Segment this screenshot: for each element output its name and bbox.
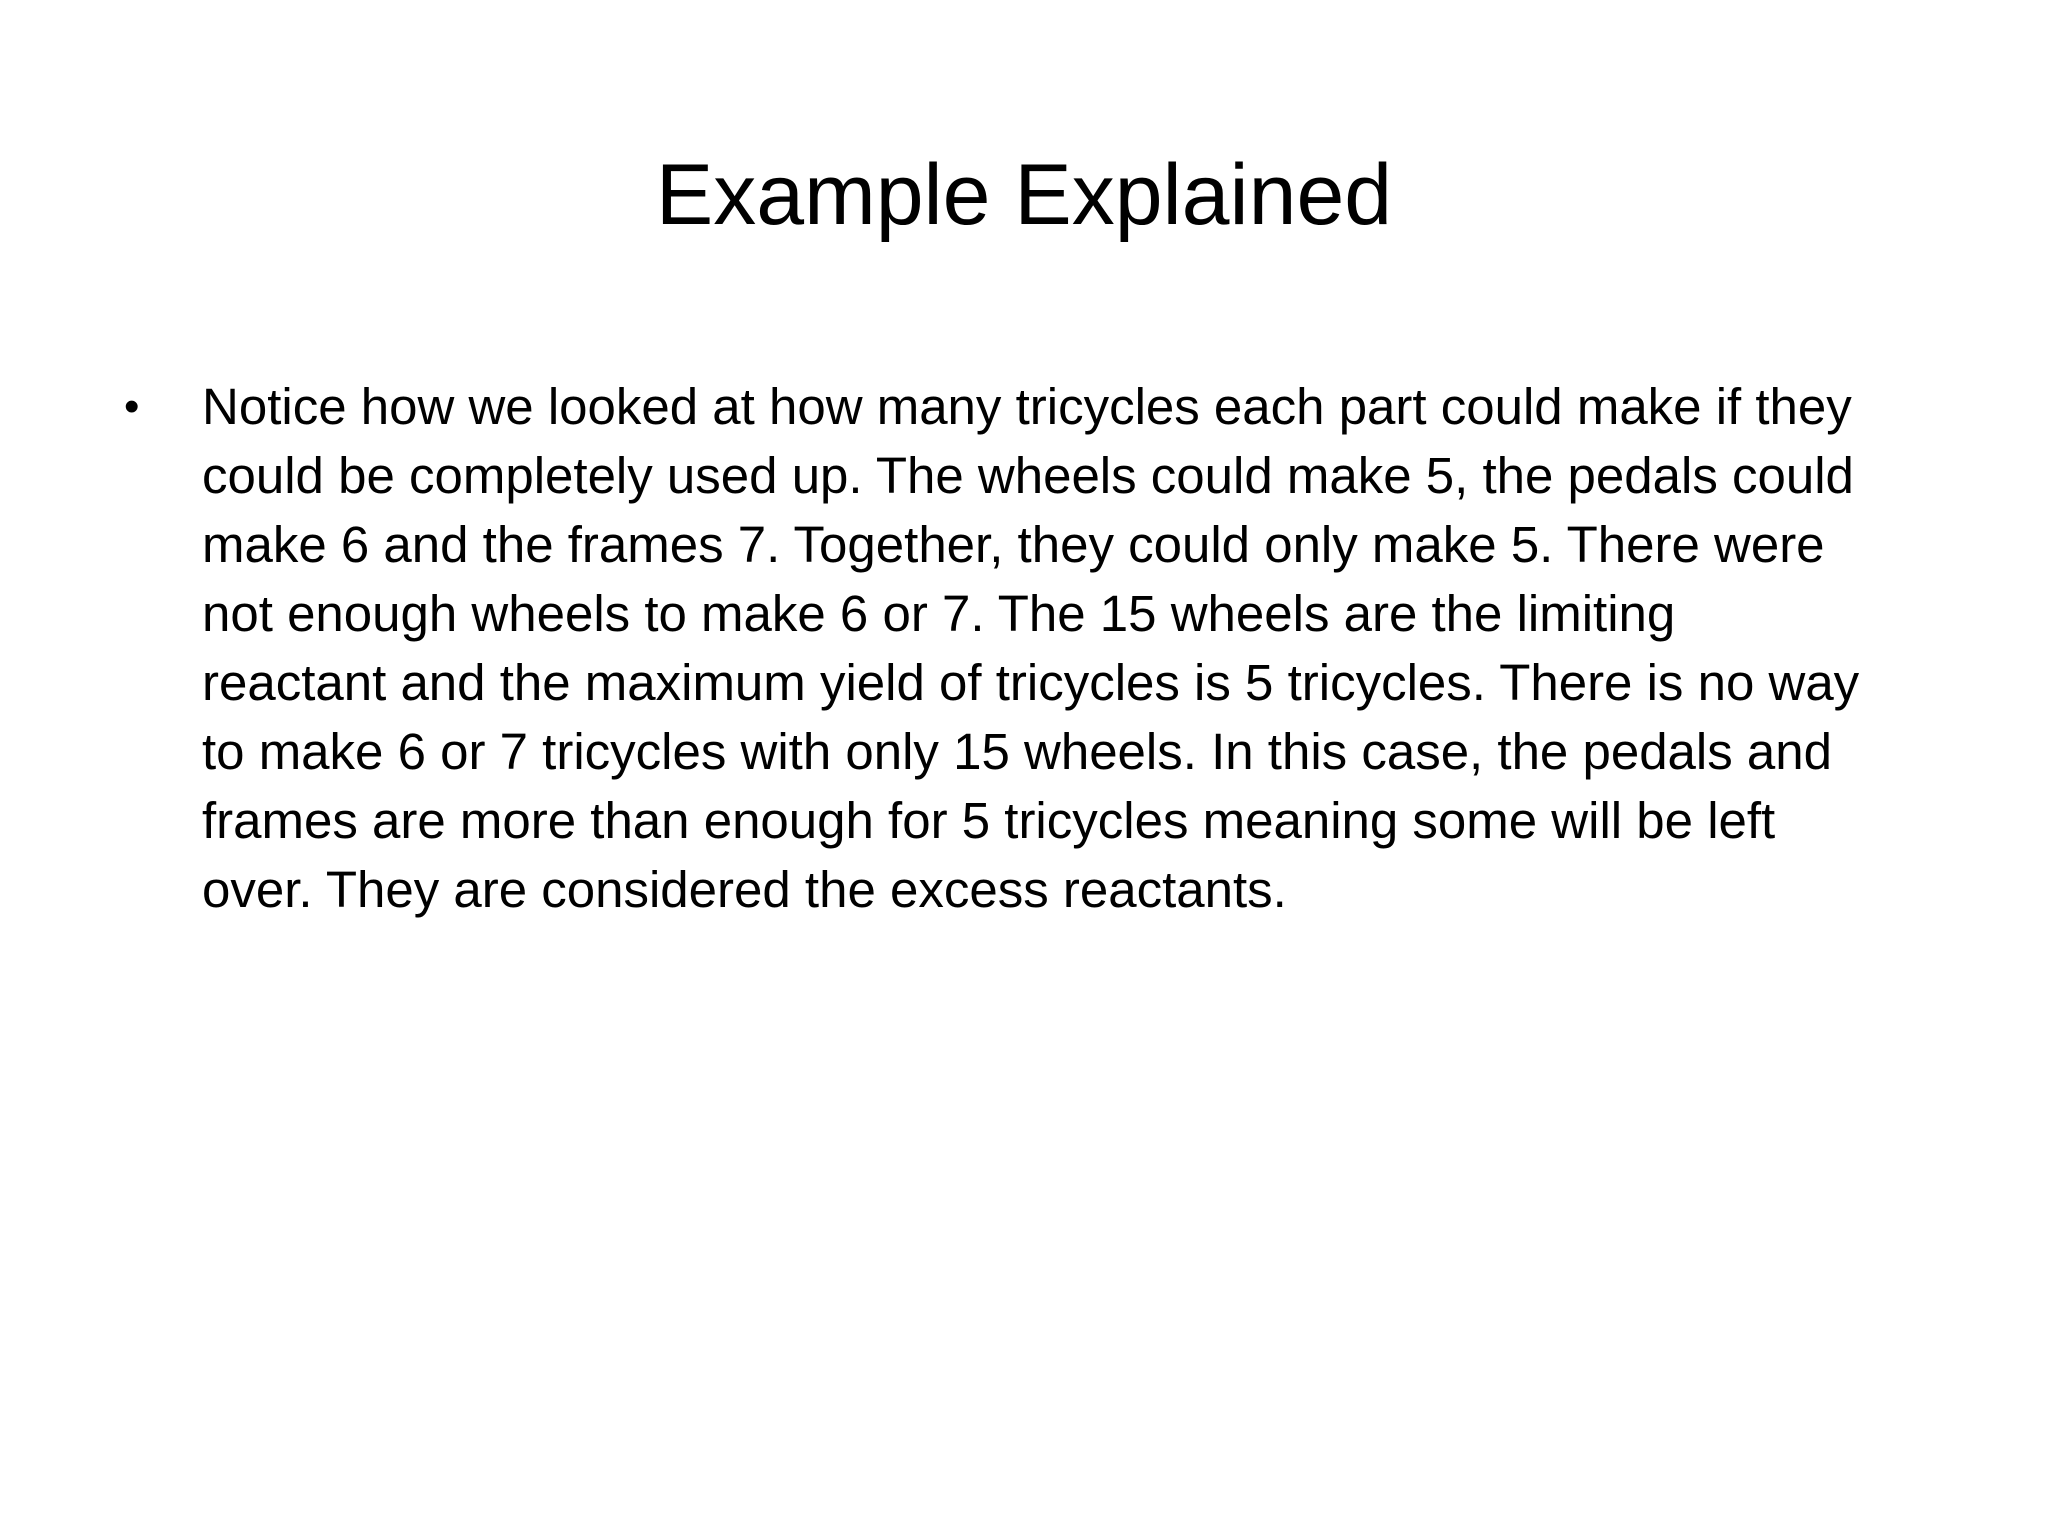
- bullet-text-line: make 6 and the frames 7. Together, they could only make 5. There were: [202, 516, 1825, 573]
- bullet-text-line: not enough wheels to make 6 or 7. The 15 wheels are the limiting: [202, 585, 1676, 642]
- bullet-item: [110, 372, 1960, 924]
- bullet-text-line: Notice how we looked at how many tricycles each part could make if they: [202, 378, 1852, 435]
- slide-title: Example Explained: [655, 147, 1393, 243]
- bullet-list: [110, 372, 1960, 924]
- bullet-text-line: to make 6 or 7 tricycles with only 15 wheels. In this case, the pedals and: [202, 723, 1833, 780]
- bullet-icon: •: [124, 382, 140, 431]
- bullet-text-line: frames are more than enough for 5 tricycles meaning some will be left: [202, 792, 1776, 849]
- bullet-text-line: reactant and the maximum yield of tricycles is 5 tricycles. There is no way: [202, 654, 1860, 711]
- bullet-text-line: could be completely used up. The wheels could make 5, the pedals could: [202, 447, 1854, 504]
- bullet-text: [202, 372, 1960, 924]
- bullet-text-line: over. They are considered the excess reactants.: [202, 861, 1287, 918]
